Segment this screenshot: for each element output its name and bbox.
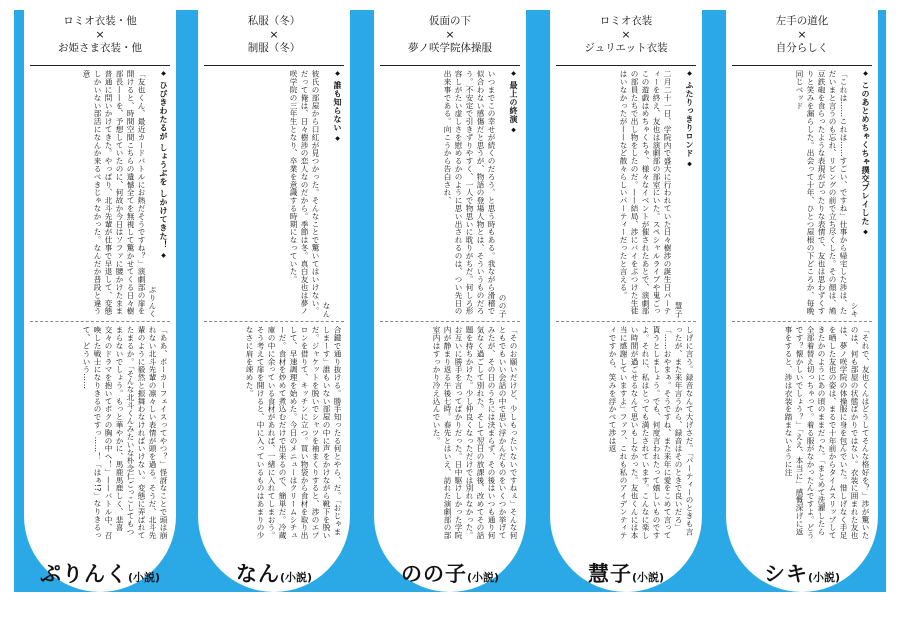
- header-costume-b: 自分らしく: [775, 42, 829, 54]
- story-author: なん: [322, 302, 331, 318]
- dialog-vertical: [607, 326, 695, 540]
- story-author: 慧子: [674, 302, 683, 318]
- story-body: 二月二十一日、学院内で盛大に行われていた日々樹渉の誕生日パーティーを終え、友也は演劇部の部室にいた。スペシャルライブや鬼ごっこの遊戯はめちゃくちゃ、様々なイベントが催されたあとで、演劇部の部員たちで出し物をしたのだ。——結局、渉にバイをぶつけた生徒はいなかったが——など散々らしいパーティーだったと言える。: [619, 70, 672, 315]
- author-footer: [198, 558, 350, 592]
- author-footer: [24, 558, 176, 592]
- section-divider: [380, 321, 520, 322]
- author-footer: [550, 558, 702, 592]
- header-cross: ×: [797, 28, 807, 41]
- section-divider: [30, 321, 170, 322]
- story-author: のの子: [498, 294, 507, 318]
- story-author: ぷりんく: [148, 286, 157, 318]
- header-costume-b: 制服（冬）: [247, 42, 301, 54]
- dialog-text: [733, 326, 871, 540]
- story-text: [381, 70, 519, 318]
- column-4: [550, 10, 702, 592]
- header-cross: ×: [445, 28, 455, 41]
- story-body: 「これは……これは……すごい、ですね」仕事から帰宅した渉は、ただいまと言うのも忘れ、リビングの前で立ち尽くした。その顔は、鳩豆鉄砲を食らったような表現がぴったりな表情で、友也は思わずくすりと笑みを漏らした。出会って十年、ひとつ屋根の下どころか、毎晩同じベッド: [795, 70, 848, 315]
- story-vertical: [618, 70, 695, 318]
- header-costume-a: 左手の道化: [775, 15, 829, 27]
- footer-tag: (小説): [466, 571, 500, 584]
- column-panel: [726, 10, 878, 592]
- dialog-body: 「それで、友也くんはどうしてそんな格好を？」渉が驚いたのは、何も部屋の状態ばかりではない。衣装に囲まれた友也は、夢ノ咲学院の体操服に身を包んでいた。惜しげなく手足を晒した友也の姿は、まるで十年前からタイムスリップしてきたかのようにあの頃のままだった。「まとめて洗濯したら全部着替え切っちゃって。着る服がなかったんですよ。どうです？懐かしいでしょう？」「ええ、本当に」感慨深げに返事をすると、渉は衣装を踏まないように注: [784, 326, 870, 540]
- column-panel: [374, 10, 526, 592]
- footer-author-name: なん: [235, 562, 280, 586]
- section-divider: [556, 321, 696, 322]
- story-vertical: [81, 70, 169, 318]
- footer-tag: (小説): [807, 571, 841, 584]
- dialog-vertical: [431, 326, 519, 540]
- author-footer: [726, 558, 878, 592]
- header-rule: [380, 65, 520, 66]
- footer-author-name: ぷりんく: [39, 562, 128, 586]
- dialog-text: [557, 326, 695, 540]
- footer-author-name: のの子: [400, 562, 467, 586]
- column-header: [550, 10, 702, 64]
- header-costume-b: お姫さま衣装・他: [58, 42, 142, 54]
- dialog-text: [31, 326, 169, 540]
- footer-author-name: 慧子: [587, 562, 632, 586]
- story-body: 「友也くん、最近カードバトルにお熱だそうですね？」演劇部の扉を開けると、時間空間こちらの遺憾全てを無視して驚かせてくる日々樹部長——を、予想していたのに、何故か今日はソファに腰かけたまま普通に問いかけてきた。やっぱり、北斗先輩が仕事で早退して、変態しかいない部活になんか来るべきじゃなかった。なんだか普段と違う意: [82, 70, 146, 315]
- story-title: ◆ 最上の終演 ◆: [509, 70, 518, 135]
- story-title: ◆ 誰も知らない ◆: [333, 70, 342, 143]
- columns-container: [14, 10, 886, 592]
- footer-tag: (小説): [631, 571, 665, 584]
- header-costume-a: 仮面の下: [429, 15, 471, 27]
- dialog-body: 「ああ、ポーカーフェイスってやつ？」怪訝なことで頭は崩れない北斗先輩の凛々しい表情が頭を過る。そうだ、北斗先輩のように毅然と振舞わなければいけない。変態に弄ばれてたまるか。「そんな北斗くんみたいな朴念仁ごっこしてもつまらないでしょう。もっと華やかに、馬鹿馬鹿しく、悲喜交々のドラマを抱いてボクの胸の中へ！」——バトル中、召喚した戦士になりきるのですっ……！「はぁ!?」なりきるって、どういう……: [82, 326, 168, 540]
- header-rule: [556, 65, 696, 66]
- dialog-body: しげに言う。録音なんて大げさだ。「パーティーのときも言ったが、また来年言うから、録音はそのときで良いだろ」「……おやまぁ。そうですね、また来年に愛をこめて言って貰うとしましょう。でも、何度言われたって嬉しいものですよ。それに、私はとっても満たされています。こんなに楽しい時間が過ごせるなんて思いもしなかった。友也くんには本当に感謝していますよ」ファフ、これも私のアイデンティティですから、笑みを浮かべて渉は返: [608, 326, 694, 540]
- column-panel: [198, 10, 350, 592]
- column-3: [374, 10, 526, 592]
- dialog-body: 合鍵で通り抜ける。勝手知ったる何とやら、だ。「おじゃましまーす」誰もいない部屋の中に声をかけながら靴下を脱いだ。ジャケットを脱いでシャツを袖まくりすると、渉のエプロンを借りて、キッチンに立つ。買い物袋から食材を取り出して、早速調理を始めた。今日のメニューはクリームシチューだ。食材を炒めて煮込むだけで出来るので、簡単だ。冷蔵庫の中に余っている食材があれば、一緒に入れてしまおう。そう考えて扉を開けると、中に入っているものはあまりの少なさに肩を竦めた。: [245, 326, 342, 540]
- dialog-text: [205, 326, 343, 540]
- header-costume-b: 夢ノ咲学院体操服: [408, 42, 492, 54]
- dialog-vertical: [783, 326, 871, 540]
- section-divider: [204, 321, 344, 322]
- story-author: シキ: [850, 302, 859, 318]
- header-cross: ×: [95, 28, 105, 41]
- dialog-vertical: [81, 326, 169, 540]
- column-header: [726, 10, 878, 64]
- footer-author-name: シキ: [763, 562, 808, 586]
- header-costume-a: ロミオ衣装・他: [63, 15, 137, 27]
- story-title: ◆ ひびきわたるが しょうぶを しかけてきた！ ◆: [159, 70, 168, 260]
- column-header: [374, 10, 526, 64]
- header-rule: [30, 65, 170, 66]
- header-costume-b: ジュリエット衣装: [584, 42, 668, 54]
- footer-tag: (小説): [127, 571, 161, 584]
- author-footer: [374, 558, 526, 592]
- story-vertical: [442, 70, 519, 318]
- story-text: [205, 70, 343, 318]
- story-text: [557, 70, 695, 318]
- story-text: [31, 70, 169, 318]
- dialog-text: [381, 326, 519, 540]
- story-body: いつまでこの幸せが続くのだろう、と思う時もある。我ながら滑稽で似合わない感傷だと思うが、物語の登場人物とは、そういうものだろう。不安定で引きずりやすく、一人で物思いに耽りがちだ。何しろ形容しがたい虚しさを慰めるかのように思い出されるのは、つい先日の出来事である。向こうから告白され、: [443, 70, 496, 315]
- header-costume-a: 私服（冬）: [247, 15, 301, 27]
- column-panel: [24, 10, 176, 592]
- story-body: 彼氏の部屋から口紅が見つかった。そんなことで驚いてはいけない。だって俺は、日々樹渉の恋人なのだから。季節は冬。真白友也は夢ノ咲学院の三年生となり、卒業を意識する時期になっていた。: [289, 70, 320, 315]
- dialog-body: 「そのお願いだけど、少しもったいないですねぇ」そんな何ともでもいい会話の中で思い浮かんだものをいくつか挙げてみたが、その日のうちには決まらず、その後はいつも通り何気なく過ごして別れた。そして翌日の放課後、改めてその話題を持ちかけた。少し仲良くなっただけでは別れなかった。お互いに勝手を言ってばかりだった。日中駆けしかった学院内が静まり返る午後七時。春先とはいえ、訪れた演劇部の部室内はすっかり冷え込んでいた。: [432, 326, 518, 540]
- story-vertical: [288, 70, 343, 318]
- column-header: [24, 10, 176, 64]
- header-cross: ×: [621, 28, 631, 41]
- story-vertical: [794, 70, 871, 318]
- header-cross: ×: [269, 28, 279, 41]
- dialog-vertical: [244, 326, 343, 540]
- column-header: [198, 10, 350, 64]
- story-title: ◆ ふたりっきりロンド ◆: [685, 70, 694, 169]
- column-panel: [550, 10, 702, 592]
- story-text: [733, 70, 871, 318]
- section-divider: [732, 321, 872, 322]
- header-costume-a: ロミオ衣装: [599, 15, 653, 27]
- header-rule: [204, 65, 344, 66]
- column-2: [198, 10, 350, 592]
- column-1: [24, 10, 176, 592]
- header-rule: [732, 65, 872, 66]
- footer-tag: (小説): [279, 571, 313, 584]
- column-5: [726, 10, 878, 592]
- story-title: ◆ このあとめちゃくちゃ撲交プレイした ◆: [861, 70, 870, 237]
